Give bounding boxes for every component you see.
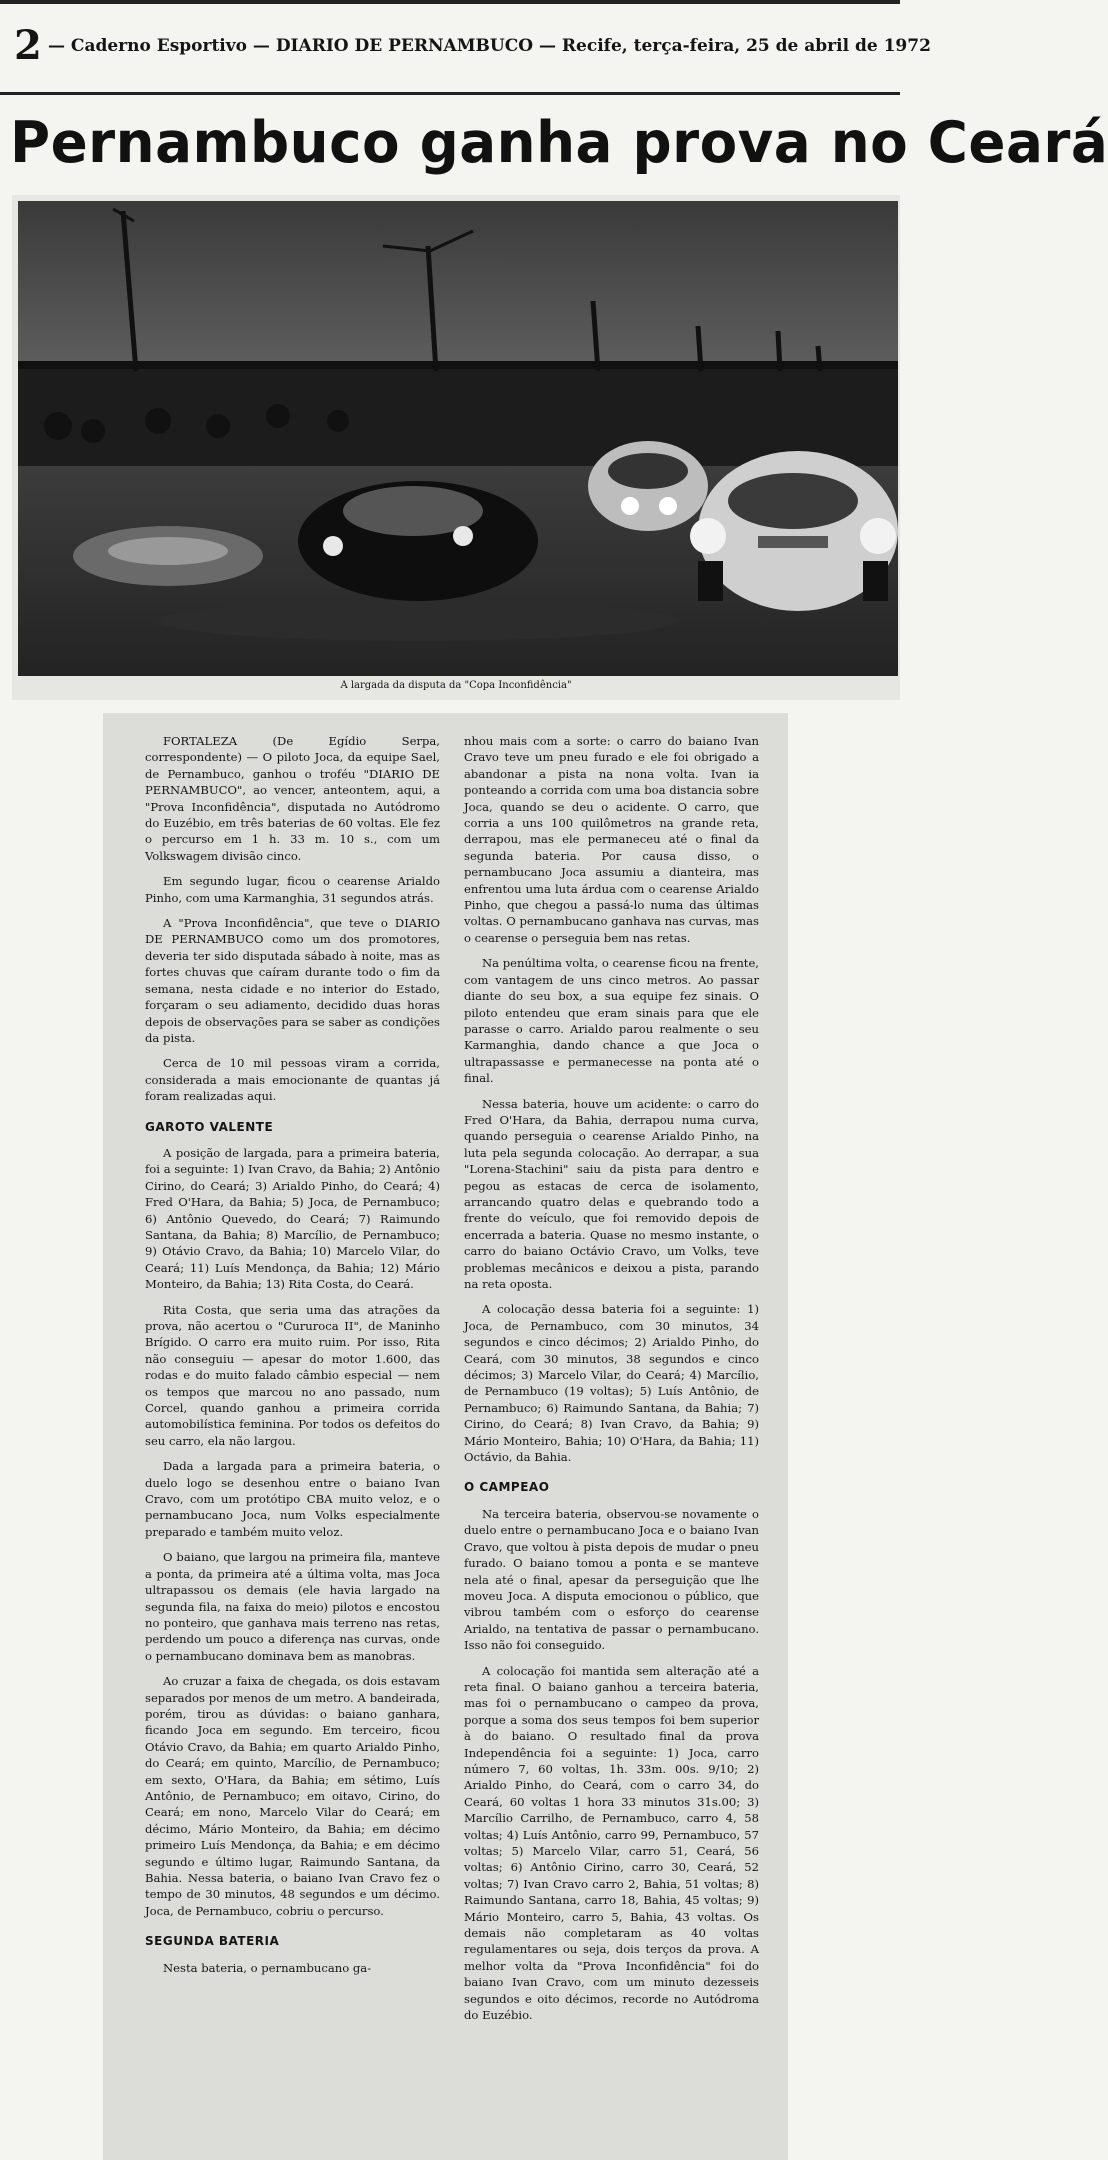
photo-figure: [12, 195, 900, 700]
headline: Pernambuco ganha prova no Ceará: [10, 110, 1108, 176]
article-column-1: [145, 733, 440, 2032]
paragraph: nhou mais com a sorte: o carro do baiano Ivan Cravo teve um pneu furado e ele foi obrigado a abandonar a pista na nona volta. Ivan ia ponteando a corrida com uma boa distancia sobre Joca, quando se deu o acidente. O carro, que corria a uns 100 quilômetros na grande reta, derrapou, mas ele permaneceu até o final da segunda bateria. Por causa disso, o pernambucano Joca assumiu a dianteira, mas enfrentou uma luta árdua com o cearense Arialdo Pinho, que chegou a passá-lo numa das últimas voltas. O pernambucano ganhava nas curvas, mas o cearense o perseguia bem nas retas.: [464, 734, 759, 945]
paragraph: Dada a largada para a primeira bateria, o duelo logo se desenhou entre o baiano Ivan Cravo, com um protótipo CBA muito veloz, e o pernambucano Joca, num Volks especialmente preparado e também muito veloz.: [145, 1459, 440, 1539]
subheading: O CAMPEAO: [464, 1480, 550, 1495]
dateline: — Caderno Esportivo — DIARIO DE PERNAMBUCO — Recife, terça-feira, 25 de abril de 1972: [48, 36, 931, 56]
paragraph: Em segundo lugar, ficou o cearense Arialdo Pinho, com uma Karmanghia, 31 segundos atrás.: [145, 874, 440, 905]
photo-caption: A largada da disputa da "Copa Inconfidência": [340, 680, 572, 691]
subheading: GAROTO VALENTE: [145, 1119, 274, 1134]
paragraph: Ao cruzar a faixa de chegada, os dois estavam separados por menos de um metro. A bandeirada, porém, tirou as dúvidas: o baiano ganhara, ficando Joca em segundo. Em terceiro, ficou Otávio Cravo, da Bahia; em quarto Arialdo Pinho, do Ceará; em quinto, Marcílio, de Pernambuco; em sexto, O'Hara, da Bahia; em sétimo, Luís Antônio, de Pernambuco; em oitavo, Cirino, do Ceará; em nono, Marcelo Vilar do Ceará; em décimo, Mário Monteiro, da Bahia; em décimo primeiro Luís Mendonça, da Bahia; e em décimo segundo e último lugar, Raimundo Santana, da Bahia. Nessa bateria, o baiano Ivan Cravo fez o tempo de 30 minutos, 48 segundos e um décimo. Joca, de Pernambuco, cobriu o percurso.: [145, 1674, 440, 1918]
paragraph: Na penúltima volta, o cearense ficou na frente, com vantagem de uns cinco metros. Ao passar diante do seu box, a sua equipe fez sinais. O piloto entendeu que eram sinais para que ele parasse o carro. Arialdo parou realmente o seu Karmanghia, dando chance a que Joca o ultrapassasse e permanecesse na ponta até o final.: [464, 956, 759, 1086]
paragraph: FORTALEZA (De Egídio Serpa, correspondente) — O piloto Joca, da equipe Sael, de Pernambuco, ganhou o troféu "DIARIO DE PERNAMBUCO", ao vencer, anteontem, aqui, a "Prova Inconfidência", disputada no Autódromo do Euzébio, em três baterias de 60 voltas. Ele fez o percurso em 1 h. 33 m. 10 s., com um Volkswagem divisão cinco.: [145, 734, 440, 863]
paragraph: Cerca de 10 mil pessoas viram a corrida, considerada a mais emocionante de quantas já foram realizadas aqui.: [145, 1056, 440, 1104]
paragraph: Nesta bateria, o pernambucano ga-: [163, 1960, 372, 1975]
page-number: 2: [14, 22, 42, 69]
paragraph: A colocação dessa bateria foi a seguinte: 1) Joca, de Pernambuco, com 30 minutos, 34 segundos e cinco décimos; 2) Arialdo Pinho, do Ceará, com 30 minutos, 38 segundos e cinco décimos; 3) Marcelo Vilar, do Ceará; 4) Marcílio, de Pernambuco (19 voltas); 5) Luís Antônio, de Pernambuco; 6) Raimundo Santana, da Bahia; 7) Cirino, do Ceará; 8) Ivan Cravo, da Bahia; 9) Mário Monteiro, Bahia; 10) O'Hara, da Bahia; 11) Octávio, da Bahia.: [464, 1302, 759, 1465]
paragraph: Na terceira bateria, observou-se novamente o duelo entre o pernambucano Joca e o baiano Ivan Cravo, que voltou à pista depois de mudar o pneu furado. O baiano tomou a ponta e se manteve nela até o final, apesar da perseguição que lhe moveu Joca. A disputa emocionou o público, que vibrou também com o esforço do cearense Arialdo, na tentativa de passar o pernambucano. Isso não foi conseguido.: [464, 1506, 759, 1653]
paragraph: A "Prova Inconfidência", que teve o DIARIO DE PERNAMBUCO como um dos promotores, deveria ter sido disputada sábado à noite, mas as fortes chuvas que caíram durante todo o fim da semana, nesta cidade e no interior do Estado, forçaram o seu adiamento, decidido duas horas depois de observações para se saber as condições da pista.: [145, 916, 440, 1045]
paragraph: A posição de largada, para a primeira bateria, foi a seguinte: 1) Ivan Cravo, da Bahia; 2) Antônio Cirino, do Ceará; 3) Arialdo Pinho, do Ceará; 4) Fred O'Hara, da Bahia; 5) Joca, de Pernambuco; 6) Antônio Quevedo, do Ceará; 7) Raimundo Santana, da Bahia; 8) Marcílio, de Pernambuco; 9) Otávio Cravo, da Bahia; 10) Marcelo Vilar, do Ceará; 11) Luís Mendonça, da Bahia; 12) Mário Monteiro, da Bahia; 13) Rita Costa, do Ceará.: [145, 1145, 440, 1292]
masthead: [0, 0, 931, 95]
subheading: SEGUNDA BATERIA: [145, 1934, 280, 1949]
article-column-2: [464, 733, 759, 2032]
paragraph: Nessa bateria, houve um acidente: o carro do Fred O'Hara, da Bahia, derrapou numa curva, quando perseguia o cearense Arialdo Pinho, na luta pela segunda colocação. Ao derrapar, a sua "Lorena-Stachini" saiu da pista para dentro e pegou as estacas de cerca de isolamento, arrancando quatro delas e quebrando todo a frente do veículo, que foi removido depois de encerrada a bateria. Quase no mesmo instante, o carro do baiano Octávio Cravo, um Volks, teve problemas mecânicos e deixou a pista, parando na reta oposta.: [464, 1096, 759, 1291]
paragraph: Rita Costa, que seria uma das atrações da prova, não acertou o "Cururoca II", de Maninho Brígido. O carro era muito ruim. Por isso, Rita não conseguiu — apesar do motor 1.600, das rodas e do muito falado câmbio especial — nem os tempos que marcou no ano passado, num Corcel, quando ganhou a primeira corrida automobilística feminina. Por todos os defeitos do seu carro, ela não largou.: [145, 1302, 440, 1448]
article-body: [103, 713, 788, 2160]
paragraph: O baiano, que largou na primeira fila, manteve a ponta, da primeira até a última volta, mas Joca ultrapassou os demais (ele havia largado na segunda fila, na faixa do meio) pilotos e encostou no ponteiro, que ganhava mais terreno nas retas, perdendo um pouco a diferença nas curvas, onde o pernambucano dominava bem as manobras.: [145, 1550, 440, 1663]
race-start-photo: [18, 201, 898, 676]
paragraph: A colocação foi mantida sem alteração até a reta final. O baiano ganhou a terceira bateria, mas foi o pernambucano o campeo da prova, porque a soma dos seus tempos foi bem superior à do baiano. O resultado final da prova Independência foi a seguinte: 1) Joca, carro número 7, 60 voltas, 1h. 33m. 00s. 9/10; 2) Arialdo Pinho, do Ceará, com o carro 34, do Ceará, 60 voltas 1 hora 33 minutos 31s.00; 3) Marcílio Carrilho, de Pernambuco, carro 4, 58 voltas; 4) Luís Antônio, carro 99, Pernambuco, 57 voltas; 5) Marcelo Vilar, carro 51, Ceará, 56 voltas; 6) Antônio Cirino, carro 30, Ceará, 52 voltas; 7) Ivan Cravo carro 2, Bahia, 51 voltas; 8) Raimundo Santana, carro 18, Bahia, 45 voltas; 9) Mário Monteiro, carro 5, Bahia, 43 voltas. Os demais não completaram as 40 voltas regulamentares ou seja, dois terços da prova. A melhor volta da "Prova Inconfidência" foi do baiano Ivan Cravo, com um minuto dezesseis segundos e oito décimos, recorde no Autódroma do Euzébio.: [464, 1663, 759, 2023]
